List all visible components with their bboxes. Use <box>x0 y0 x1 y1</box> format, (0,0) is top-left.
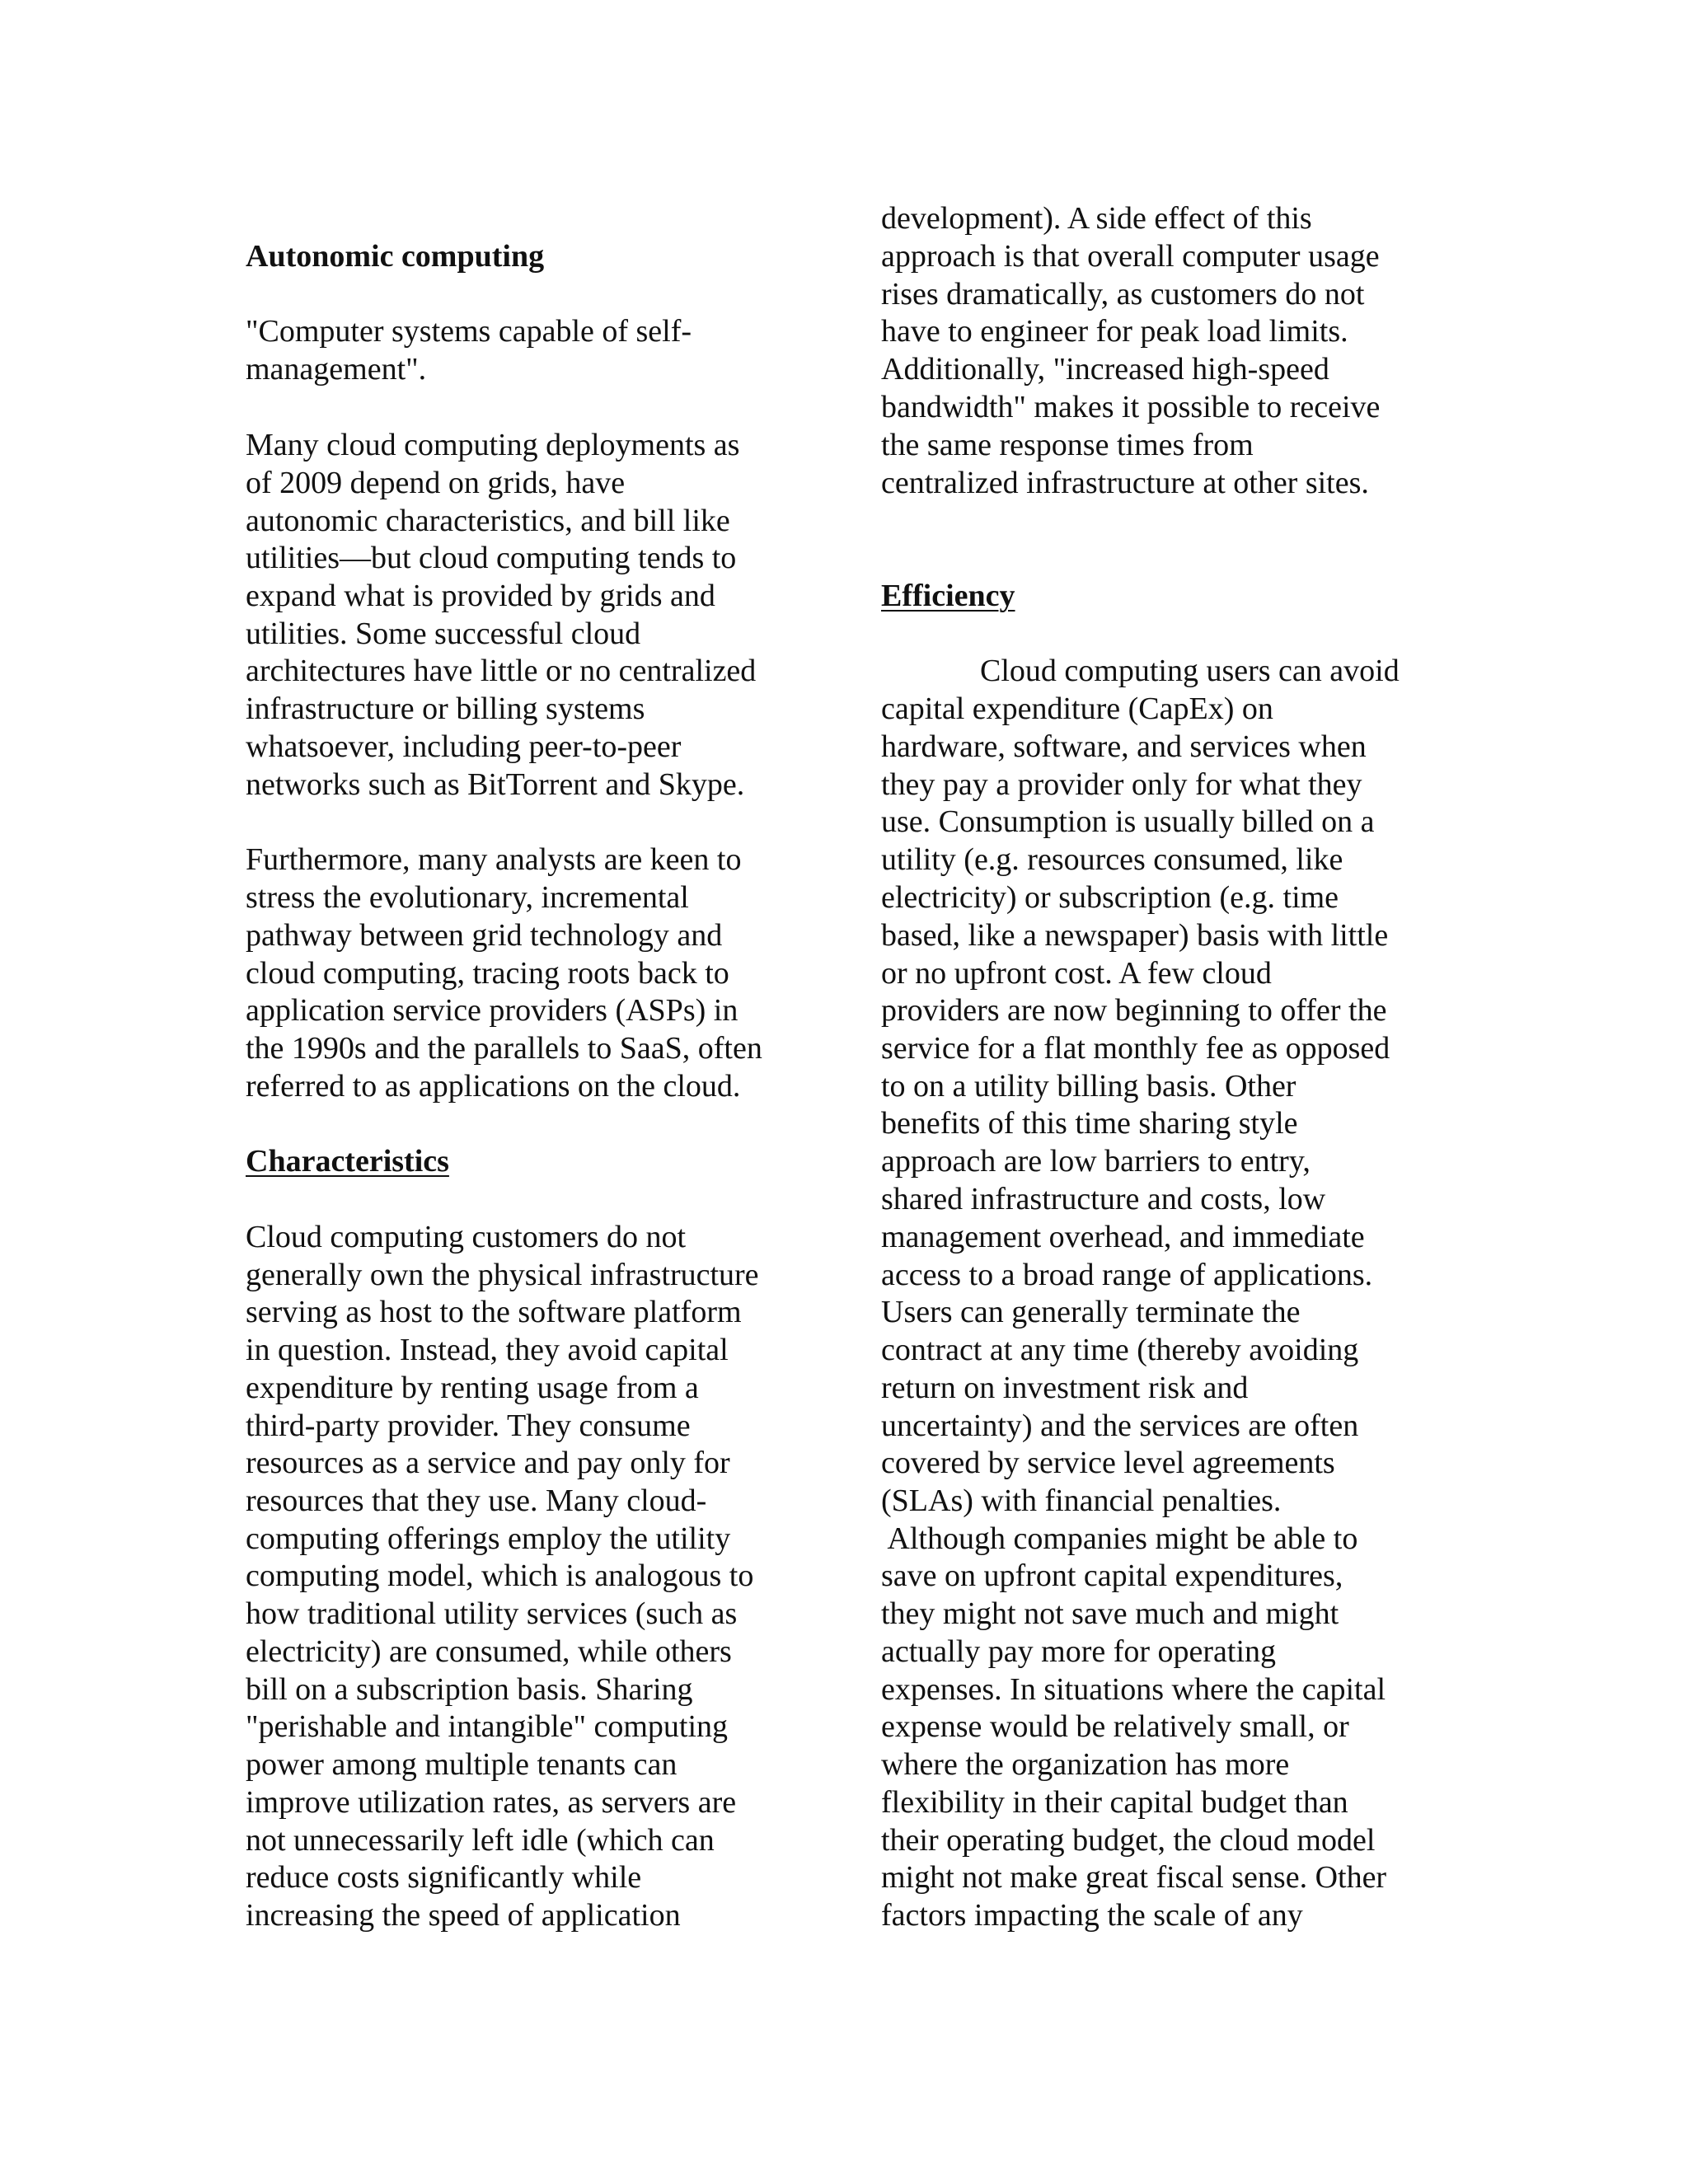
text-line: their operating budget, the cloud model <box>881 1823 1376 1858</box>
text-line: how traditional utility services (such as <box>246 1596 738 1631</box>
text-line: service for a flat monthly fee as opposed <box>881 1031 1390 1066</box>
text-line: computing offerings employ the utility <box>246 1521 731 1556</box>
text-line: utilities. Some successful cloud <box>246 616 641 651</box>
text-line: the 1990s and the parallels to SaaS, often <box>246 1031 762 1066</box>
text-line: Many cloud computing deployments as <box>246 428 740 462</box>
text-line: Although companies might be able to <box>881 1521 1358 1556</box>
text-line: autonomic characteristics, and bill like <box>246 504 730 538</box>
text-line: referred to as applications on the cloud. <box>246 1069 741 1104</box>
text-line: reduce costs significantly while <box>246 1860 642 1895</box>
text-line: expand what is provided by grids and <box>246 579 715 613</box>
text-line: stress the evolutionary, incremental <box>246 880 689 915</box>
text-line: development). A side effect of this <box>881 201 1312 236</box>
text-line: improve utilization rates, as servers are <box>246 1785 737 1820</box>
characteristics-heading: Characteristics <box>246 1144 449 1179</box>
text-line: electricity) or subscription (e.g. time <box>881 880 1339 915</box>
text-line: Cloud computing users can avoid <box>980 654 1400 688</box>
text-line: management overhead, and immediate <box>881 1220 1365 1254</box>
text-line: shared infrastructure and costs, low <box>881 1182 1326 1216</box>
text-line: utilities—but cloud computing tends to <box>246 541 737 575</box>
text-line: of 2009 depend on grids, have <box>246 466 626 500</box>
text-line: (SLAs) with financial penalties. <box>881 1483 1282 1518</box>
text-line: providers are now beginning to offer the <box>881 993 1387 1028</box>
text-line: networks such as BitTorrent and Skype. <box>246 767 745 802</box>
text-line: not unnecessarily left idle (which can <box>246 1823 715 1858</box>
text-line: contract at any time (thereby avoiding <box>881 1333 1359 1367</box>
text-line: approach is that overall computer usage <box>881 239 1380 274</box>
text-line: the same response times from <box>881 428 1254 462</box>
text-line: have to engineer for peak load limits. <box>881 314 1348 349</box>
text-line: return on investment risk and <box>881 1371 1249 1405</box>
efficiency-heading: Efficiency <box>881 579 1015 613</box>
text-line: resources that they use. Many cloud- <box>246 1483 707 1518</box>
text-line: generally own the physical infrastructure <box>246 1258 759 1292</box>
text-line: save on upfront capital expenditures, <box>881 1558 1343 1593</box>
text-line: Cloud computing customers do not <box>246 1220 687 1254</box>
text-line: bandwidth" makes it possible to receive <box>881 390 1381 424</box>
text-line: uncertainty) and the services are often <box>881 1408 1359 1443</box>
text-line: they pay a provider only for what they <box>881 767 1362 802</box>
text-line: expense would be relatively small, or <box>881 1709 1349 1744</box>
text-line: access to a broad range of applications. <box>881 1258 1373 1292</box>
text-line: "Computer systems capable of self- <box>246 314 692 349</box>
text-line: electricity) are consumed, while others <box>246 1634 732 1669</box>
text-line: resources as a service and pay only for <box>246 1446 730 1480</box>
text-line: infrastructure or billing systems <box>246 691 645 726</box>
text-line: expenses. In situations where the capital <box>881 1672 1386 1707</box>
text-line: in question. Instead, they avoid capital <box>246 1333 729 1367</box>
text-line: based, like a newspaper) basis with little <box>881 918 1389 953</box>
text-line: where the organization has more <box>881 1747 1290 1782</box>
text-line: computing model, which is analogous to <box>246 1558 754 1593</box>
text-line: factors impacting the scale of any <box>881 1898 1303 1933</box>
text-line: Furthermore, many analysts are keen to <box>246 842 742 877</box>
text-line: management". <box>246 352 427 387</box>
text-line: actually pay more for operating <box>881 1634 1277 1669</box>
text-line: covered by service level agreements <box>881 1446 1335 1480</box>
text-line: expenditure by renting usage from a <box>246 1371 699 1405</box>
text-line: flexibility in their capital budget than <box>881 1785 1348 1820</box>
text-line: might not make great fiscal sense. Other <box>881 1860 1387 1895</box>
text-line: centralized infrastructure at other sites. <box>881 466 1369 500</box>
text-line: increasing the speed of application <box>246 1898 681 1933</box>
text-line: whatsoever, including peer-to-peer <box>246 729 682 764</box>
text-line: capital expenditure (CapEx) on <box>881 691 1273 726</box>
text-line: third-party provider. They consume <box>246 1408 691 1443</box>
text-line: they might not save much and might <box>881 1596 1339 1631</box>
text-line: serving as host to the software platform <box>246 1295 742 1329</box>
text-line: benefits of this time sharing style <box>881 1106 1298 1141</box>
text-line: utility (e.g. resources consumed, like <box>881 842 1343 877</box>
text-line: to on a utility billing basis. Other <box>881 1069 1296 1104</box>
text-line: power among multiple tenants can <box>246 1747 678 1782</box>
text-line: Users can generally terminate the <box>881 1295 1301 1329</box>
text-line: approach are low barriers to entry, <box>881 1144 1311 1179</box>
autonomic-computing-heading: Autonomic computing <box>246 239 545 274</box>
text-line: application service providers (ASPs) in <box>246 993 738 1028</box>
text-line: rises dramatically, as customers do not <box>881 277 1365 312</box>
text-line: hardware, software, and services when <box>881 729 1367 764</box>
text-line: Additionally, "increased high-speed <box>881 352 1329 387</box>
text-line: pathway between grid technology and <box>246 918 723 953</box>
text-line: architectures have little or no centralized <box>246 654 757 688</box>
text-line: use. Consumption is usually billed on a <box>881 804 1375 839</box>
text-line: bill on a subscription basis. Sharing <box>246 1672 693 1707</box>
text-line: "perishable and intangible" computing <box>246 1709 729 1744</box>
text-line: or no upfront cost. A few cloud <box>881 956 1272 991</box>
text-line: cloud computing, tracing roots back to <box>246 956 729 991</box>
